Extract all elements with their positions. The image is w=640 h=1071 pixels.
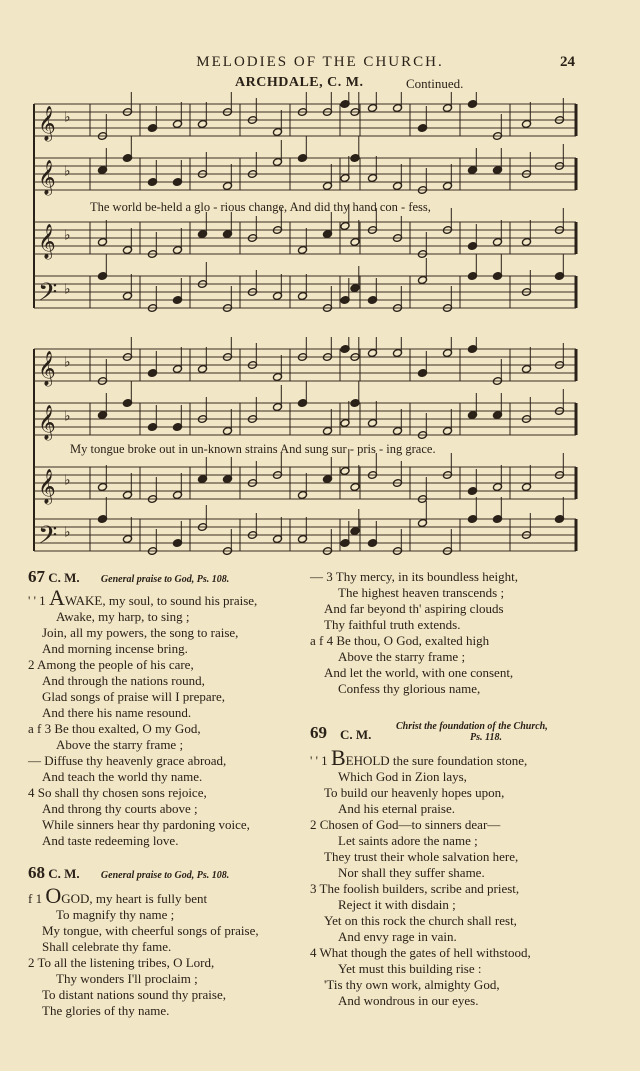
verse-line: 2 To all the listening tribes, O Lord,: [28, 955, 215, 970]
treble-clef-icon: 𝄞: [38, 404, 56, 440]
flat-icon: ♭: [64, 109, 71, 126]
verse-line: Thy faithful truth extends.: [324, 617, 461, 632]
verse-line: a f 4 Be thou, O God, exalted high: [310, 633, 490, 648]
staff: [34, 497, 576, 555]
hymn-subject: General praise to God, Ps. 108.: [100, 574, 230, 585]
tune-name: ARCHDALE, C. M.: [235, 75, 364, 90]
verse-line: To distant nations sound thy praise,: [42, 987, 226, 1002]
bass-clef-icon: 𝄢: [38, 520, 58, 555]
verse-line: To build our heavenly hopes upon,: [324, 785, 505, 800]
hymn-meter: C. M.: [340, 727, 372, 742]
verse-line: [28, 585, 308, 610]
verse-line: Thy wonders I'll proclaim ;: [56, 971, 198, 986]
hymn-number: 68: [28, 863, 45, 882]
staff: [34, 136, 576, 196]
verse-text: EHOLD the sure foundation stone,: [345, 753, 528, 768]
drop-cap: A: [48, 585, 65, 610]
verse-line: And throng thy courts above ;: [42, 801, 198, 816]
verse-line: They trust their whole salvation here,: [324, 849, 519, 864]
hymn-69-heading: [310, 719, 610, 747]
verse-line: And teach the world thy name.: [42, 769, 203, 784]
continued-label: Continued.: [406, 76, 464, 91]
flat-icon: ♭: [64, 354, 71, 371]
verse-line: The glories of thy name.: [42, 1003, 170, 1018]
hymn-subject: Christ the foundation of the Church,: [396, 721, 548, 732]
drop-cap: B: [330, 745, 346, 770]
staff: [34, 449, 576, 505]
flat-icon: ♭: [64, 227, 71, 244]
verse-line: 4 So shall thy chosen sons rejoice,: [28, 785, 207, 800]
verse-line: And his eternal praise.: [338, 801, 455, 816]
verse-line: And there his name resound.: [42, 705, 192, 720]
hymn-67-heading: [28, 569, 308, 588]
hymn-68-text: [28, 883, 308, 1019]
lyric-line-1: The world be-held a glo - rious change, And did thy hand con - fess,: [90, 200, 431, 214]
verse-line: Reject it with disdain ;: [338, 897, 456, 912]
running-title: MELODIES OF THE CHURCH.: [196, 54, 444, 70]
bass-clef-icon: 𝄢: [38, 277, 58, 313]
verse-line: a f 3 Be thou exalted, O my God,: [28, 721, 201, 736]
verse-line: And taste redeeming love.: [42, 833, 179, 848]
verse-text: GOD, my heart is fully bent: [61, 891, 208, 906]
hymn-subject-ref: Ps. 118.: [470, 732, 502, 743]
page-number: 24: [560, 54, 575, 70]
hymn-68-continued-text: [310, 569, 610, 697]
verse-mark: ' ' 1: [310, 753, 331, 768]
hymn-67-text: [28, 585, 308, 849]
verse-line: And envy rage in vain.: [338, 929, 457, 944]
verse-text: WAKE, my soul, to sound his praise,: [64, 593, 258, 608]
flat-icon: ♭: [64, 472, 71, 489]
treble-clef-icon: 𝄞: [38, 159, 56, 195]
verse-line: Let saints adore the name ;: [338, 833, 478, 848]
verse-line: 'Tis thy own work, almighty God,: [324, 977, 500, 992]
verse-line: 3 The foolish builders, scribe and priest,: [310, 881, 520, 896]
verse-line: 2 Among the people of his care,: [28, 657, 194, 672]
verse-line: Glad songs of praise will I prepare,: [42, 689, 226, 704]
verse-line: The highest heaven transcends ;: [338, 585, 505, 600]
verse-line: Awake, my harp, to sing ;: [56, 609, 190, 624]
verse-mark: ' ' 1: [28, 593, 49, 608]
hymn-subject: General praise to God, Ps. 108.: [100, 870, 230, 881]
verse-line: — 3 Thy mercy, in its boundless height,: [310, 569, 518, 584]
verse-line: Yet must this building rise :: [338, 961, 482, 976]
verse-line: [310, 745, 610, 770]
verse-line: And let the world, with one consent,: [324, 665, 514, 680]
hymn-number: 69: [310, 723, 327, 742]
verse-line: And far beyond th' aspiring clouds: [324, 601, 504, 616]
treble-clef-icon: 𝄞: [38, 223, 56, 259]
verse-line: Above the starry frame ;: [56, 737, 184, 752]
drop-cap: O: [45, 883, 62, 908]
verse-line: — Diffuse thy heavenly grace abroad,: [28, 753, 227, 768]
verse-line: And through the nations round,: [42, 673, 205, 688]
hymn-number: 67: [28, 567, 45, 586]
staff: [34, 337, 576, 387]
flat-icon: ♭: [64, 524, 71, 541]
hymn-69-text: [310, 745, 610, 1009]
right-column: [310, 569, 610, 1009]
flat-icon: ♭: [64, 408, 71, 425]
staff: [34, 381, 576, 441]
verse-mark: f 1: [28, 891, 46, 906]
verse-line: Confess thy glorious name,: [338, 681, 481, 696]
staff: [34, 254, 576, 313]
flat-icon: ♭: [64, 163, 71, 180]
treble-clef-icon: 𝄞: [38, 468, 56, 504]
staff: [34, 92, 576, 142]
verse-line: To magnify thy name ;: [56, 907, 175, 922]
flat-icon: ♭: [64, 281, 71, 298]
verse-line: And wondrous in our eyes.: [338, 993, 479, 1008]
verse-line: [28, 883, 308, 908]
verse-line: 2 Chosen of God—to sinners dear—: [310, 817, 501, 832]
verse-line: Nor shall they suffer shame.: [338, 865, 485, 880]
hymn-meter: C. M.: [48, 570, 80, 585]
verse-line: Which God in Zion lays,: [338, 769, 467, 784]
verse-line: Shall celebrate thy fame.: [42, 939, 172, 954]
verse-line: 4 What though the gates of hell withstood,: [310, 945, 531, 960]
left-column: [28, 569, 308, 1019]
verse-line: While sinners hear thy pardoning voice,: [42, 817, 250, 832]
verse-line: And morning incense bring.: [42, 641, 188, 656]
verse-line: Join, all my powers, the song to raise,: [42, 625, 239, 640]
verse-line: Above the starry frame ;: [338, 649, 466, 664]
lyric-line-2: My tongue broke out in un-known strains And sung sur - pris - ing grace.: [70, 442, 436, 456]
treble-clef-icon: 𝄞: [38, 105, 56, 141]
verse-line: Yet on this rock the church shall rest,: [324, 913, 517, 928]
verse-line: My tongue, with cheerful songs of praise,: [42, 923, 259, 938]
hymn-meter: C. M.: [48, 866, 80, 881]
hymn-68-heading: [28, 865, 308, 884]
treble-clef-icon: 𝄞: [38, 350, 56, 386]
